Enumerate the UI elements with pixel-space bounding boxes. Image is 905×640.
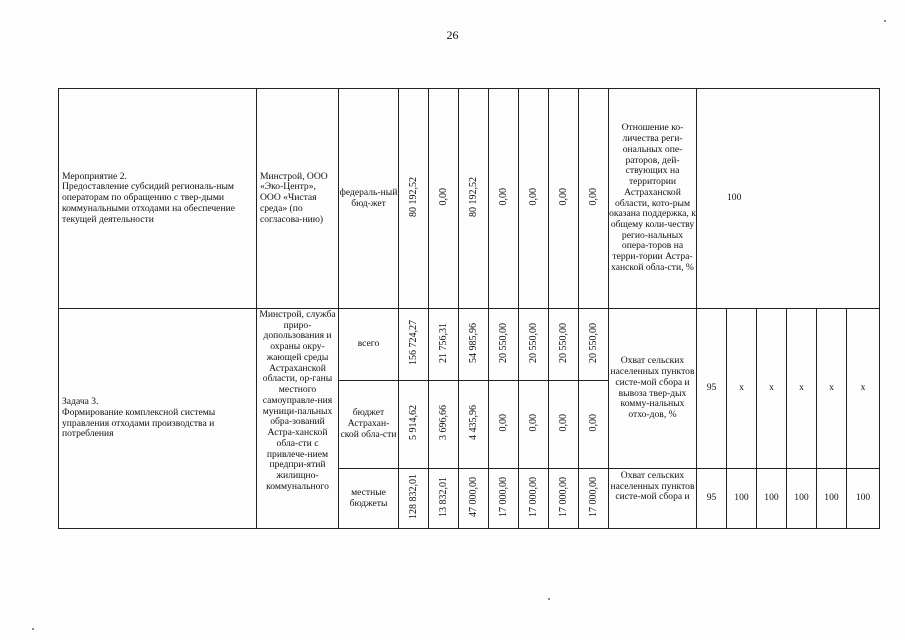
task3-indicator2-value: 100 (787, 469, 817, 529)
task3-indicator1-value: х (727, 309, 757, 469)
measure2-target-value: 100 (727, 192, 742, 204)
measure2-name: Мероприятие 2. Предоставление субсидий региональ-ным операторам по обращению с твер-дыми коммунальными отходами на обеспечение текущей деятельности (59, 89, 257, 309)
task3-total-value: 156 724,27 (407, 320, 419, 366)
task3-regional-value: 5 914,62 (407, 405, 419, 441)
task3-total-value: 21 756,31 (437, 322, 449, 363)
task3-local-value: 17 000,00 (587, 476, 599, 517)
measure2-value: 0,00 (527, 187, 539, 206)
task3-total-value: 54 985,96 (467, 322, 479, 363)
task3-total-value: 20 550,00 (587, 322, 599, 363)
task3-indicator1-value: х (817, 309, 847, 469)
task3-local-value: 128 832,01 (407, 474, 419, 520)
measure2-value: 0,00 (587, 187, 599, 206)
task3-regional-value: 0,00 (527, 413, 539, 432)
task3-indicator1-value: х (787, 309, 817, 469)
task3-regional-value: 0,00 (557, 413, 569, 432)
page-number: 26 (446, 28, 459, 42)
task3-total-value: 20 550,00 (557, 322, 569, 363)
task3-indicator2-value: 95 (697, 469, 727, 529)
scan-speck (548, 598, 550, 600)
measure2-target (697, 89, 880, 309)
measure2-value: 0,00 (437, 187, 449, 206)
task3-indicator2-value: 100 (847, 469, 880, 529)
task3-indicator2-value: 100 (727, 469, 757, 529)
measure2-source: федераль-ный бюд-жет (339, 89, 399, 309)
task3-row-total (59, 309, 880, 381)
measure2-value: 0,00 (497, 187, 509, 206)
task3-source-regional: бюджет Астрахан-ской обла-сти (339, 381, 399, 469)
task3-local-value: 17 000,00 (527, 476, 539, 517)
task3-name: Задача 3. Формирование комплексной системы управления отходами производства и потребления (59, 309, 257, 529)
scan-speck (884, 20, 886, 22)
task3-source-local: местные бюджеты (339, 469, 399, 529)
task3-local-value: 13 832,01 (437, 476, 449, 517)
task3-executor: Минстрой, служба приро-допользования и охраны окру-жающей среды Астраханской области, ор-ганы местного самоуправле-ния муници-пальных обра-зований Астра-ханской обла-сти с привлече-нием предпри-ятий жилищно-коммунального (257, 309, 339, 529)
task3-regional-value: 3 696,66 (437, 405, 449, 441)
task3-local-value: 47 000,00 (467, 476, 479, 517)
task3-regional-value: 4 435,96 (467, 405, 479, 441)
measure2-row (59, 89, 880, 309)
task3-regional-value: 0,00 (587, 413, 599, 432)
program-table (58, 88, 880, 529)
task3-total-value: 20 550,00 (497, 322, 509, 363)
measure2-value: 80 192,52 (467, 176, 479, 217)
task3-indicator2-value: 100 (757, 469, 787, 529)
task3-local-value: 17 000,00 (557, 476, 569, 517)
measure2-indicator: Отношение ко-личества реги-ональных опе-раторов, дей-ствующих на территории Астраханской области, кото-рым оказана поддержка, к общему коли-честву регио-нальных опера-торов на терри-тории Астра-ханской обла-сти, % (609, 89, 697, 309)
measure2-value: 80 192,52 (407, 176, 419, 217)
task3-indicator1-value: х (757, 309, 787, 469)
task3-source-total: всего (339, 309, 399, 381)
measure2-value: 0,00 (557, 187, 569, 206)
task3-indicator1: Охват сельских населенных пунктов систе-мой сбора и вывоза твер-дых комму-нальных отхо-дов, % (609, 309, 697, 469)
task3-total-value: 20 550,00 (527, 322, 539, 363)
task3-regional-value: 0,00 (497, 413, 509, 432)
measure2-executor: Минстрой, ООО «Эко-Центр», ООО «Чистая среда» (по согласова-нию) (257, 89, 339, 309)
scan-speck (32, 628, 34, 630)
task3-indicator1-value: 95 (697, 309, 727, 469)
task3-indicator1-value: х (847, 309, 880, 469)
task3-indicator2-value: 100 (817, 469, 847, 529)
task3-local-value: 17 000,00 (497, 476, 509, 517)
task3-indicator2: Охват сельских населенных пунктов систе-мой сбора и (609, 469, 697, 529)
